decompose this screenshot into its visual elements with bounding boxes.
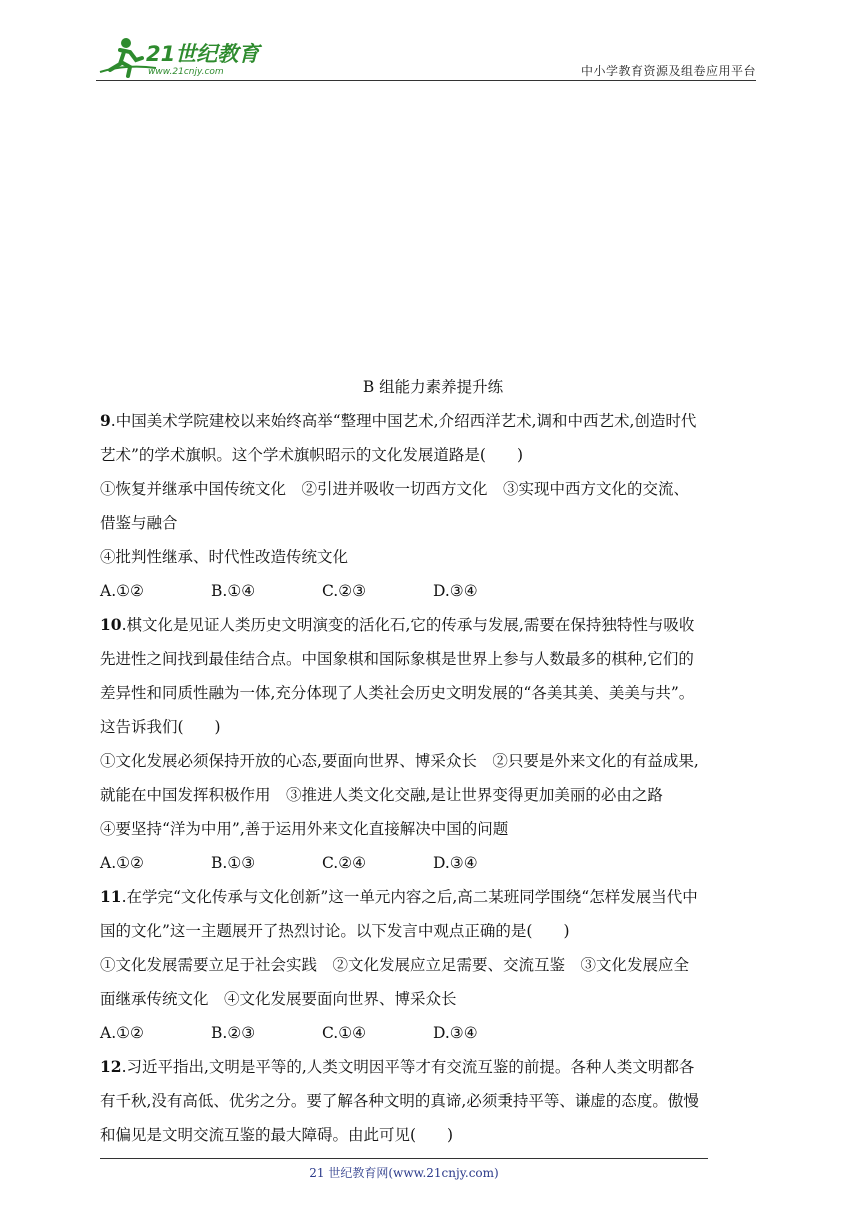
question-stem-line (100, 404, 766, 438)
question-number: 11 (100, 887, 122, 906)
question-stem-line: 艺术”的学术旗帜。这个学术旗帜昭示的文化发展道路是( ) (100, 446, 524, 464)
question-stem-line (100, 1050, 766, 1084)
option-b[interactable]: B.②③ (211, 1024, 256, 1042)
question-12 (100, 1050, 766, 1152)
section-title: B 组能力素养提升练 (362, 378, 504, 396)
option-a[interactable]: A.①② (100, 1024, 144, 1042)
option-d[interactable]: D.③④ (433, 1024, 478, 1042)
site-logo[interactable] (96, 34, 276, 80)
option-b[interactable]: B.①③ (211, 854, 256, 872)
question-11 (100, 880, 766, 1050)
answer-options (100, 574, 766, 608)
question-number: 12 (100, 1057, 122, 1076)
option-a[interactable]: A.①② (100, 582, 144, 600)
question-9 (100, 404, 766, 608)
footer-site-link[interactable]: 21 世纪教育网(www.21cnjy.com) (309, 1166, 499, 1180)
statement-line: ④批判性继承、时代性改造传统文化 (100, 548, 349, 566)
question-text: .中国美术学院建校以来始终高举“整理中国艺术,介绍西洋艺术,调和中西艺术,创造时代 (110, 412, 697, 430)
question-stem-line: 有千秋,没有高低、优劣之分。要了解各种文明的真谛,必须秉持平等、谦虚的态度。傲慢 (100, 1092, 699, 1110)
question-stem-line: 和偏见是文明交流互鉴的最大障碍。由此可见( ) (100, 1126, 454, 1144)
question-stem-line (100, 608, 766, 642)
question-stem-line: 差异性和同质性融为一体,充分体现了人类社会历史文明发展的“各美其美、美美与共”。 (100, 684, 695, 702)
header-divider (96, 80, 756, 81)
question-stem-line: 先进性之间找到最佳结合点。中国象棋和国际象棋是世界上参与人数最多的棋种,它们的 (100, 650, 694, 668)
question-text: .在学完“文化传承与文化创新”这一单元内容之后,高二某班同学围绕“怎样发展当代中 (121, 888, 698, 906)
option-d[interactable]: D.③④ (433, 854, 478, 872)
question-text: .棋文化是见证人类历史文明演变的活化石,它的传承与发展,需要在保持独特性与吸收 (121, 616, 695, 634)
footer-divider (100, 1158, 708, 1159)
question-10 (100, 608, 766, 880)
logo-url: www.21cnjy.com (148, 67, 224, 77)
statement-line: 就能在中国发挥积极作用 ③推进人类文化交融,是让世界变得更加美丽的必由之路 (100, 786, 663, 804)
page-header (96, 34, 756, 82)
option-b[interactable]: B.①④ (211, 582, 256, 600)
answer-options (100, 1016, 766, 1050)
option-c[interactable]: C.②③ (322, 582, 367, 600)
option-c[interactable]: C.①④ (322, 1024, 367, 1042)
option-c[interactable]: C.②④ (322, 854, 367, 872)
statement-line: ④要坚持“洋为中用”,善于运用外来文化直接解决中国的问题 (100, 820, 509, 838)
statement-line: 面继承传统文化 ④文化发展要面向世界、博采众长 (100, 990, 457, 1008)
question-number: 9 (100, 411, 111, 430)
logo-wordmark: 21世纪教育 (146, 42, 260, 66)
question-stem-line: 这告诉我们( ) (100, 718, 221, 736)
statement-line: 借鉴与融合 (100, 514, 178, 532)
statement-line: ①文化发展需要立足于社会实践 ②文化发展应立足需要、交流互鉴 ③文化发展应全 (100, 956, 690, 974)
platform-tagline: 中小学教育资源及组卷应用平台 (580, 64, 756, 78)
question-number: 10 (100, 615, 122, 634)
option-d[interactable]: D.③④ (433, 582, 478, 600)
exam-content (100, 370, 766, 1152)
question-text: .习近平指出,文明是平等的,人类文明因平等才有交流互鉴的前提。各种人类文明都各 (121, 1058, 695, 1076)
runner-logo-icon (96, 34, 276, 80)
option-a[interactable]: A.①② (100, 854, 144, 872)
statement-line: ①恢复并继承中国传统文化 ②引进并吸收一切西方文化 ③实现中西方文化的交流、 (100, 480, 690, 498)
answer-options (100, 846, 766, 880)
statement-line: ①文化发展必须保持开放的心态,要面向世界、博采众长 ②只要是外来文化的有益成果, (100, 752, 699, 770)
question-stem-line: 国的文化”这一主题展开了热烈讨论。以下发言中观点正确的是( ) (100, 922, 570, 940)
question-stem-line (100, 880, 766, 914)
